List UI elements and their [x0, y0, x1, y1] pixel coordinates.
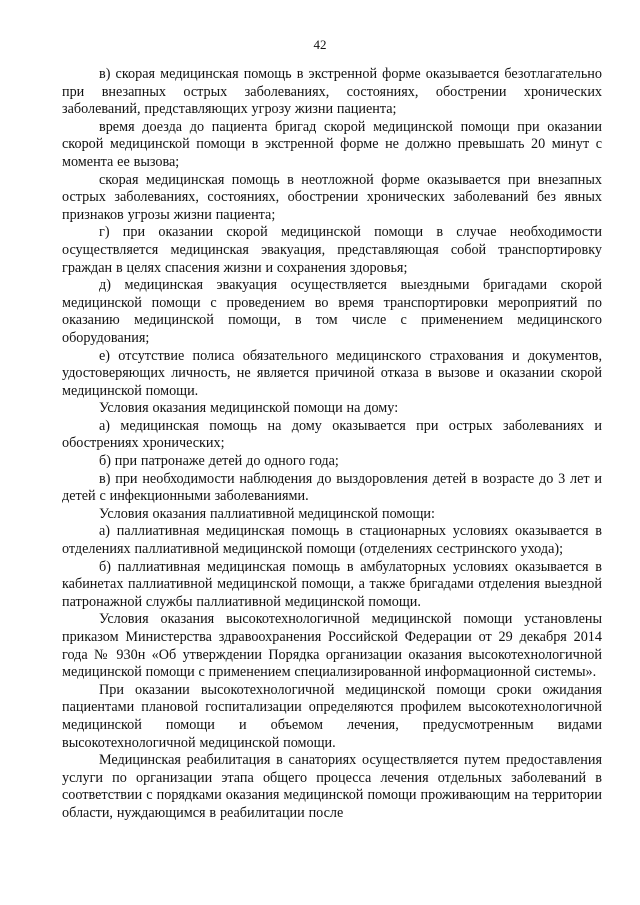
- paragraph: в) скорая медицинская помощь в экстренной форме оказывается безотлагательно при внезапных острых заболеваниях, состояниях, обострении хронических заболеваний, представляющих угрозу жизни пациента;: [62, 66, 602, 118]
- paragraph: а) паллиативная медицинская помощь в стационарных условиях оказывается в отделениях паллиативной медицинской помощи (отделениях сестринского ухода);: [62, 523, 602, 558]
- paragraph: а) медицинская помощь на дому оказывается при острых заболеваниях и обострениях хронических;: [62, 417, 602, 452]
- paragraph: скорая медицинская помощь в неотложной форме оказывается при внезапных острых заболеваниях, состояниях, обострении хронических заболеваний без явных признаков угрозы жизни пациента;: [62, 171, 602, 223]
- section-heading: Условия оказания паллиативной медицинской помощи:: [99, 505, 435, 522]
- paragraph: е) отсутствие полиса обязательного медицинского страхования и документов, удостоверяющих личность, не является причиной отказа в вызове и оказании скорой медицинской помощи.: [62, 347, 602, 399]
- paragraph: б) паллиативная медицинская помощь в амбулаторных условиях оказывается в кабинетах паллиативной медицинской помощи, а также бригадами отделения выездной патронажной службы паллиативной медицинской помощи.: [62, 558, 602, 610]
- paragraph: При оказании высокотехнологичной медицинской помощи сроки ожидания пациентами плановой госпитализации определяются профилем высокотехнологичной медицинской помощи и объемом лечения, предусмотренным видами высокотехнологичной медицинской помощи.: [62, 681, 602, 751]
- page-number: 42: [313, 37, 327, 52]
- paragraph: г) при оказании скорой медицинской помощи в случае необходимости осуществляется медицинская эвакуация, представляющая собой транспортировку граждан в целях спасения жизни и сохранения здоровья;: [62, 224, 602, 276]
- paragraph: Медицинская реабилитация в санаториях осуществляется путем предоставления услуги по организации этапа общего процесса лечения отдельных заболеваний в соответствии с порядками оказания медицинской помощи проживающим на территории области, нуждающимся в реабилитации после: [62, 752, 602, 821]
- paragraph: д) медицинская эвакуация осуществляется выездными бригадами скорой медицинской помощи с проведением во время транспортировки мероприятий по оказанию медицинской помощи, в том числе с применением медицинского оборудования;: [62, 277, 602, 346]
- section-heading: Условия оказания медицинской помощи на дому:: [99, 400, 399, 417]
- document-body: [62, 66, 602, 823]
- paragraph: б) при патронаже детей до одного года;: [99, 453, 339, 470]
- paragraph: время доезда до пациента бригад скорой медицинской помощи при оказании скорой медицинской помощи в экстренной форме не должно превышать 20 минут с момента ее вызова;: [62, 118, 602, 170]
- paragraph: Условия оказания высокотехнологичной медицинской помощи установлены приказом Министерства здравоохранения Российской Федерации от 29 декабря 2014 года № 930н «Об утверждении Порядка организации оказания высокотехнологичной медицинской помощи с применением специализированной информационной системы».: [62, 611, 602, 681]
- paragraph: в) при необходимости наблюдения до выздоровления детей в возрасте до 3 лет и детей с инфекционными заболеваниями.: [62, 470, 602, 505]
